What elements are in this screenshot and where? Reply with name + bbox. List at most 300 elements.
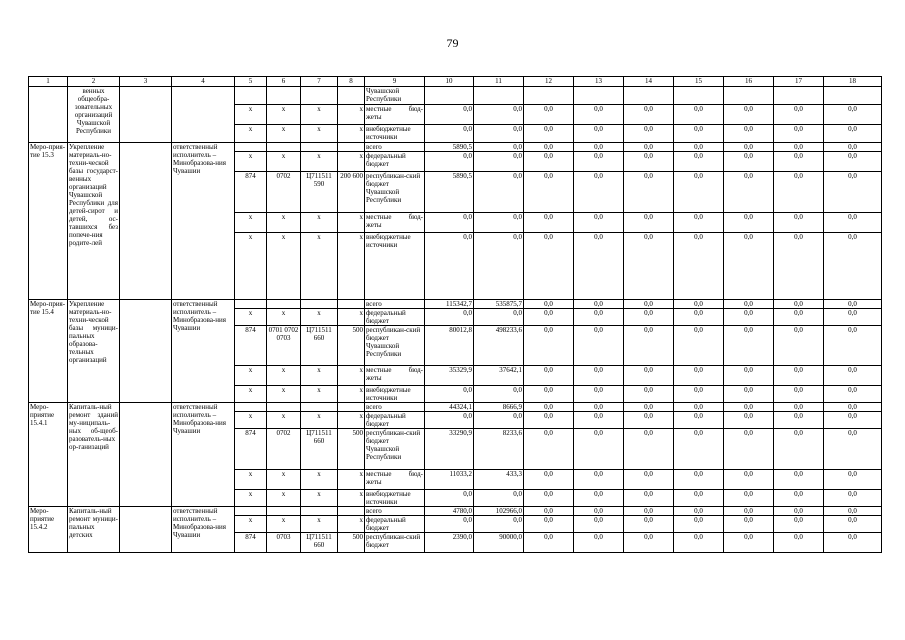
table-row [29, 507, 882, 516]
amount-cell: 0,0 [724, 470, 774, 490]
expense-code-cell [338, 403, 365, 412]
amount-cell: 0,0 [724, 516, 774, 533]
amount-cell: 0,0 [724, 429, 774, 470]
amount-cell: 0,0 [624, 233, 674, 300]
amount-cell: 102966,0 [474, 507, 524, 516]
amount-cell: 0,0 [674, 429, 724, 470]
column-number: 16 [724, 77, 774, 87]
section-code-cell: x [267, 470, 301, 490]
amount-cell [624, 87, 674, 105]
funding-source-cell: местные бюд-жеты [365, 366, 425, 386]
amount-cell: 0,0 [524, 152, 574, 172]
funding-source-cell: внебюджетные источники [365, 233, 425, 300]
section-code-cell: x [267, 125, 301, 143]
amount-cell: 0,0 [724, 386, 774, 403]
column-number: 4 [172, 77, 235, 87]
amount-cell: 0,0 [624, 105, 674, 125]
expense-code-cell: x [338, 516, 365, 533]
expense-code-cell: x [338, 490, 365, 507]
amount-cell: 0,0 [574, 516, 624, 533]
amount-cell: 0,0 [524, 507, 574, 516]
amount-cell: 0,0 [624, 366, 674, 386]
amount-cell: 0,0 [674, 105, 724, 125]
amount-cell: 0,0 [624, 412, 674, 429]
amount-cell: 0,0 [824, 309, 882, 326]
section-code-cell [267, 507, 301, 516]
amount-cell: 0,0 [674, 125, 724, 143]
column-number: 5 [235, 77, 267, 87]
amount-cell: 0,0 [724, 507, 774, 516]
section-code-cell [267, 143, 301, 152]
amount-cell: 0,0 [574, 490, 624, 507]
amount-cell: 0,0 [774, 300, 824, 309]
amount-cell: 0,0 [524, 213, 574, 233]
amount-cell: 0,0 [574, 233, 624, 300]
gov-code-cell [235, 300, 267, 309]
budget-table [28, 76, 882, 553]
amount-cell: 0,0 [624, 403, 674, 412]
amount-cell: 0,0 [574, 172, 624, 213]
funding-source-cell: местные бюд-жеты [365, 470, 425, 490]
col3-cell [120, 87, 172, 143]
gov-code-cell: x [235, 213, 267, 233]
amount-cell: 0,0 [824, 516, 882, 533]
amount-cell: 0,0 [724, 143, 774, 152]
funding-source-cell: федеральный бюджет [365, 152, 425, 172]
amount-cell: 0,0 [724, 533, 774, 553]
amount-cell: 0,0 [774, 143, 824, 152]
amount-cell: 0,0 [524, 490, 574, 507]
amount-cell: 0,0 [724, 172, 774, 213]
gov-code-cell: 874 [235, 172, 267, 213]
amount-cell: 0,0 [774, 516, 824, 533]
amount-cell: 0,0 [774, 105, 824, 125]
amount-cell: 0,0 [674, 366, 724, 386]
amount-cell: 0,0 [425, 490, 474, 507]
amount-cell: 0,0 [724, 309, 774, 326]
amount-cell: 0,0 [774, 507, 824, 516]
amount-cell: 0,0 [524, 533, 574, 553]
amount-cell: 0,0 [824, 300, 882, 309]
amount-cell: 0,0 [624, 490, 674, 507]
funding-source-cell: местные бюд-жеты [365, 213, 425, 233]
amount-cell: 0,0 [474, 152, 524, 172]
amount-cell: 0,0 [774, 386, 824, 403]
section-code-cell: 0702 [267, 429, 301, 470]
amount-cell: 0,0 [624, 507, 674, 516]
target-code-cell [301, 403, 338, 412]
expense-code-cell: x [338, 309, 365, 326]
amount-cell: 498233,6 [474, 326, 524, 366]
column-number: 17 [774, 77, 824, 87]
amount-cell: 0,0 [724, 326, 774, 366]
amount-cell: 0,0 [474, 386, 524, 403]
expense-code-cell: x [338, 233, 365, 300]
amount-cell: 0,0 [524, 172, 574, 213]
column-number: 15 [674, 77, 724, 87]
amount-cell: 0,0 [724, 125, 774, 143]
gov-code-cell [235, 403, 267, 412]
amount-cell: 0,0 [574, 105, 624, 125]
amount-cell: 0,0 [524, 105, 574, 125]
amount-cell: 0,0 [824, 403, 882, 412]
amount-cell: 0,0 [774, 429, 824, 470]
section-code-cell: x [267, 309, 301, 326]
table-row [29, 87, 882, 105]
amount-cell: 0,0 [824, 429, 882, 470]
amount-cell: 8233,6 [474, 429, 524, 470]
amount-cell: 0,0 [674, 233, 724, 300]
amount-cell: 0,0 [824, 490, 882, 507]
section-code-cell [267, 300, 301, 309]
amount-cell: 11033,2 [425, 470, 474, 490]
amount-cell: 0,0 [624, 125, 674, 143]
gov-code-cell: x [235, 105, 267, 125]
target-code-cell: x [301, 105, 338, 125]
amount-cell: 90000,0 [474, 533, 524, 553]
amount-cell [724, 87, 774, 105]
expense-code-cell: x [338, 470, 365, 490]
column-number: 9 [365, 77, 425, 87]
expense-code-cell [338, 143, 365, 152]
target-code-cell: x [301, 152, 338, 172]
funding-source-cell: федеральный бюджет [365, 516, 425, 533]
target-code-cell [301, 143, 338, 152]
target-code-cell [301, 507, 338, 516]
amount-cell: 0,0 [425, 213, 474, 233]
amount-cell: 0,0 [425, 152, 474, 172]
col3-cell [120, 143, 172, 300]
measure-code-cell: Меро-прия-тие 15.4 [29, 300, 68, 403]
amount-cell: 0,0 [774, 533, 824, 553]
amount-cell: 0,0 [624, 470, 674, 490]
amount-cell: 0,0 [574, 386, 624, 403]
amount-cell: 0,0 [474, 412, 524, 429]
gov-code-cell: x [235, 516, 267, 533]
amount-cell: 0,0 [574, 533, 624, 553]
gov-code-cell: x [235, 490, 267, 507]
executor-cell: ответственный исполнитель – Минобразова-ния Чувашии [172, 143, 235, 300]
amount-cell: 0,0 [824, 172, 882, 213]
section-code-cell: 0702 [267, 172, 301, 213]
amount-cell: 0,0 [824, 470, 882, 490]
target-code-cell: x [301, 386, 338, 403]
measure-name-cell: Капиталь-ный ремонт муници-пальных детских [68, 507, 120, 553]
target-code-cell [301, 300, 338, 309]
target-code-cell: x [301, 366, 338, 386]
executor-cell: ответственный исполнитель – Минобразова-ния Чувашии [172, 300, 235, 403]
expense-code-cell: x [338, 213, 365, 233]
amount-cell: 0,0 [425, 105, 474, 125]
executor-cell: ответственный исполнитель – Минобразова-ния Чувашии [172, 507, 235, 553]
target-code-cell: x [301, 125, 338, 143]
measure-code-cell: Меро-прия-тие 15.3 [29, 143, 68, 300]
amount-cell: 0,0 [524, 143, 574, 152]
column-number: 10 [425, 77, 474, 87]
amount-cell: 0,0 [574, 403, 624, 412]
amount-cell: 535875,7 [474, 300, 524, 309]
expense-code-cell: 500 [338, 429, 365, 470]
expense-code-cell [338, 300, 365, 309]
section-code-cell [267, 87, 301, 105]
column-number: 7 [301, 77, 338, 87]
expense-code-cell: x [338, 152, 365, 172]
amount-cell: 0,0 [574, 300, 624, 309]
gov-code-cell [235, 507, 267, 516]
amount-cell: 0,0 [425, 516, 474, 533]
amount-cell: 0,0 [674, 143, 724, 152]
gov-code-cell: x [235, 412, 267, 429]
amount-cell: 0,0 [724, 213, 774, 233]
amount-cell: 0,0 [674, 412, 724, 429]
amount-cell: 44324,1 [425, 403, 474, 412]
section-code-cell: 0701 0702 0703 [267, 326, 301, 366]
amount-cell: 0,0 [574, 412, 624, 429]
col3-cell [120, 300, 172, 403]
amount-cell: 8666,9 [474, 403, 524, 412]
amount-cell: 0,0 [425, 412, 474, 429]
column-number: 12 [524, 77, 574, 87]
table-row [29, 300, 882, 309]
amount-cell: 0,0 [774, 125, 824, 143]
amount-cell: 0,0 [824, 366, 882, 386]
amount-cell: 0,0 [524, 516, 574, 533]
col3-cell [120, 403, 172, 507]
amount-cell: 0,0 [524, 125, 574, 143]
funding-source-cell: местные бюд-жеты [365, 105, 425, 125]
table-row [29, 403, 882, 412]
gov-code-cell: x [235, 233, 267, 300]
expense-code-cell: x [338, 105, 365, 125]
gov-code-cell: x [235, 366, 267, 386]
funding-source-cell: Чувашской Республики [365, 87, 425, 105]
amount-cell: 0,0 [624, 172, 674, 213]
amount-cell: 35329,9 [425, 366, 474, 386]
amount-cell: 0,0 [425, 309, 474, 326]
funding-source-cell: внебюджетные источники [365, 490, 425, 507]
amount-cell: 0,0 [524, 366, 574, 386]
amount-cell: 0,0 [474, 172, 524, 213]
amount-cell: 0,0 [674, 470, 724, 490]
amount-cell: 0,0 [524, 429, 574, 470]
amount-cell: 0,0 [674, 490, 724, 507]
header-row [29, 77, 882, 87]
amount-cell: 0,0 [524, 309, 574, 326]
section-code-cell: x [267, 386, 301, 403]
amount-cell: 0,0 [724, 366, 774, 386]
amount-cell: 0,0 [474, 490, 524, 507]
amount-cell: 0,0 [674, 516, 724, 533]
target-code-cell [301, 87, 338, 105]
amount-cell: 0,0 [624, 516, 674, 533]
section-code-cell: x [267, 490, 301, 507]
amount-cell [425, 87, 474, 105]
column-number: 1 [29, 77, 68, 87]
gov-code-cell: x [235, 386, 267, 403]
column-number: 11 [474, 77, 524, 87]
amount-cell: 0,0 [574, 429, 624, 470]
expense-code-cell: 200 600 [338, 172, 365, 213]
section-code-cell: x [267, 366, 301, 386]
amount-cell: 0,0 [624, 143, 674, 152]
expense-code-cell: 500 [338, 533, 365, 553]
table-row [29, 143, 882, 152]
amount-cell: 0,0 [524, 403, 574, 412]
amount-cell: 0,0 [774, 412, 824, 429]
amount-cell: 0,0 [674, 326, 724, 366]
funding-source-cell: всего [365, 300, 425, 309]
column-number: 6 [267, 77, 301, 87]
expense-code-cell [338, 87, 365, 105]
amount-cell [824, 87, 882, 105]
amount-cell: 0,0 [824, 386, 882, 403]
amount-cell: 0,0 [724, 233, 774, 300]
amount-cell: 0,0 [574, 125, 624, 143]
amount-cell: 0,0 [674, 403, 724, 412]
amount-cell: 0,0 [724, 412, 774, 429]
amount-cell: 0,0 [724, 300, 774, 309]
target-code-cell: Ц711511 660 [301, 533, 338, 553]
funding-source-cell: федеральный бюджет [365, 412, 425, 429]
funding-source-cell: всего [365, 507, 425, 516]
amount-cell: 0,0 [524, 233, 574, 300]
amount-cell: 0,0 [474, 125, 524, 143]
gov-code-cell: x [235, 309, 267, 326]
amount-cell: 0,0 [824, 533, 882, 553]
amount-cell: 0,0 [724, 105, 774, 125]
amount-cell: 115342,7 [425, 300, 474, 309]
funding-source-cell: республикан-ский бюджет [365, 533, 425, 553]
section-code-cell [267, 403, 301, 412]
amount-cell: 0,0 [624, 213, 674, 233]
amount-cell: 0,0 [624, 309, 674, 326]
section-code-cell: x [267, 152, 301, 172]
amount-cell: 0,0 [824, 326, 882, 366]
funding-source-cell: республикан-ский бюджет Чувашской Республики [365, 172, 425, 213]
amount-cell [674, 87, 724, 105]
expense-code-cell: x [338, 412, 365, 429]
target-code-cell: x [301, 516, 338, 533]
amount-cell: 0,0 [524, 470, 574, 490]
amount-cell: 0,0 [724, 490, 774, 507]
amount-cell: 0,0 [524, 326, 574, 366]
amount-cell: 0,0 [774, 470, 824, 490]
target-code-cell: Ц711511 660 [301, 326, 338, 366]
amount-cell: 0,0 [824, 105, 882, 125]
measure-name-cell: Укрепление материаль-но-техни-ческой базы государст-венных организаций Чувашской Республики для детей-сирот и детей, ос-тавшихся без попече-ния родите-лей [68, 143, 120, 300]
section-code-cell: x [267, 233, 301, 300]
amount-cell: 5890,5 [425, 143, 474, 152]
measure-name-cell: Укрепление материаль-но-техни-ческой базы муници-пальных образова-тельных организаций [68, 300, 120, 403]
amount-cell: 5890,5 [425, 172, 474, 213]
target-code-cell: x [301, 309, 338, 326]
amount-cell: 0,0 [524, 412, 574, 429]
amount-cell: 0,0 [674, 172, 724, 213]
section-code-cell: x [267, 412, 301, 429]
amount-cell: 37642,1 [474, 366, 524, 386]
amount-cell: 433,3 [474, 470, 524, 490]
amount-cell: 0,0 [574, 326, 624, 366]
amount-cell: 0,0 [674, 213, 724, 233]
target-code-cell: Ц711511 590 [301, 172, 338, 213]
target-code-cell: x [301, 233, 338, 300]
amount-cell: 0,0 [474, 233, 524, 300]
column-number: 3 [120, 77, 172, 87]
column-number: 18 [824, 77, 882, 87]
amount-cell: 0,0 [474, 213, 524, 233]
column-number: 2 [68, 77, 120, 87]
gov-code-cell: 874 [235, 326, 267, 366]
amount-cell [524, 87, 574, 105]
target-code-cell: x [301, 490, 338, 507]
amount-cell: 0,0 [674, 533, 724, 553]
amount-cell: 0,0 [674, 300, 724, 309]
amount-cell: 0,0 [474, 105, 524, 125]
funding-source-cell: всего [365, 143, 425, 152]
amount-cell: 0,0 [674, 152, 724, 172]
amount-cell: 0,0 [774, 213, 824, 233]
gov-code-cell: 874 [235, 533, 267, 553]
amount-cell: 0,0 [574, 470, 624, 490]
col3-cell [120, 507, 172, 553]
amount-cell: 0,0 [624, 326, 674, 366]
funding-source-cell: внебюджетные источники [365, 386, 425, 403]
target-code-cell: x [301, 213, 338, 233]
amount-cell: 0,0 [774, 309, 824, 326]
amount-cell: 0,0 [574, 143, 624, 152]
gov-code-cell [235, 87, 267, 105]
amount-cell: 0,0 [674, 507, 724, 516]
target-code-cell: Ц711511 660 [301, 429, 338, 470]
column-number: 8 [338, 77, 365, 87]
target-code-cell: x [301, 470, 338, 490]
amount-cell: 0,0 [774, 366, 824, 386]
amount-cell: 0,0 [674, 386, 724, 403]
amount-cell: 0,0 [624, 386, 674, 403]
expense-code-cell: x [338, 366, 365, 386]
amount-cell: 0,0 [774, 233, 824, 300]
amount-cell: 0,0 [474, 516, 524, 533]
measure-name-cell: венных общеобра-зовательных организаций Чувашской Республики [68, 87, 120, 143]
amount-cell: 0,0 [624, 300, 674, 309]
amount-cell: 0,0 [674, 309, 724, 326]
amount-cell: 0,0 [574, 152, 624, 172]
expense-code-cell: 500 [338, 326, 365, 366]
amount-cell: 0,0 [824, 143, 882, 152]
page-number: 79 [446, 36, 459, 50]
amount-cell [574, 87, 624, 105]
section-code-cell: 0703 [267, 533, 301, 553]
amount-cell: 0,0 [774, 490, 824, 507]
expense-code-cell: x [338, 125, 365, 143]
measure-code-cell: Меро-приятие 15.4.1 [29, 403, 68, 507]
gov-code-cell: x [235, 152, 267, 172]
target-code-cell: x [301, 412, 338, 429]
section-code-cell: x [267, 105, 301, 125]
amount-cell: 0,0 [524, 386, 574, 403]
amount-cell: 0,0 [724, 403, 774, 412]
amount-cell [774, 87, 824, 105]
amount-cell: 0,0 [774, 326, 824, 366]
measure-code-cell [29, 87, 68, 143]
amount-cell: 0,0 [474, 143, 524, 152]
executor-cell [172, 87, 235, 143]
amount-cell: 0,0 [574, 213, 624, 233]
expense-code-cell [338, 507, 365, 516]
funding-source-cell: всего [365, 403, 425, 412]
amount-cell: 0,0 [824, 125, 882, 143]
amount-cell: 0,0 [474, 309, 524, 326]
